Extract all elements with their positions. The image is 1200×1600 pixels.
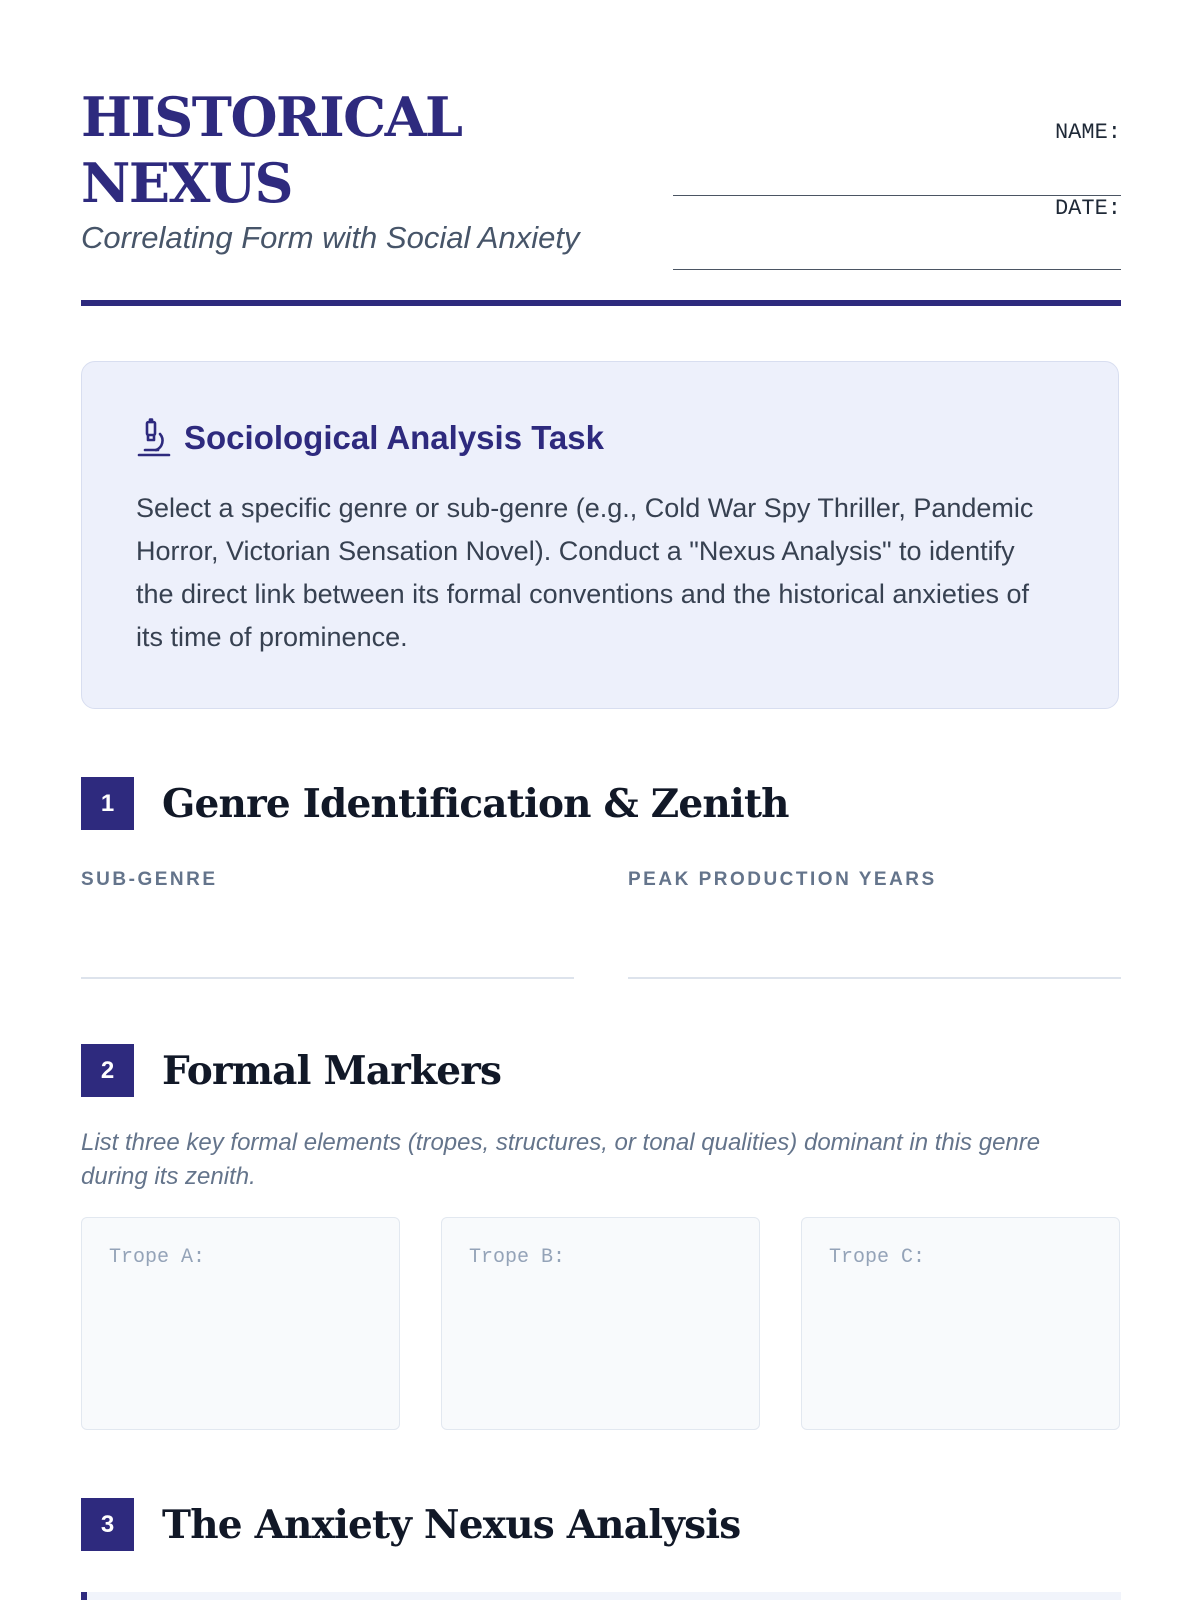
trope-b-box[interactable] — [441, 1217, 760, 1430]
task-title: Sociological Analysis Task — [184, 419, 604, 456]
nexus-accent-bar — [81, 1592, 87, 1600]
trope-c-label: Trope C: — [829, 1246, 926, 1269]
trope-c-box[interactable] — [801, 1217, 1120, 1430]
section-1-heading — [81, 777, 789, 830]
date-field[interactable] — [673, 196, 1121, 270]
task-description: Select a specific genre or sub-genre (e.g., Cold War Spy Thriller, Pandemic Horror, Victorian Sensation Novel). Conduct a "Nexus Analysis" to identify the direct link between its formal conventions and the historical anxieties of its time of prominence. — [136, 493, 1034, 652]
section-3-title: The Anxiety Nexus Analysis — [162, 1501, 741, 1548]
sub-genre-field[interactable] — [81, 869, 574, 979]
task-heading — [136, 418, 604, 458]
section-3-number: 3 — [81, 1498, 134, 1551]
section-2-heading — [81, 1044, 501, 1097]
student-info — [673, 122, 1121, 270]
task-box — [81, 361, 1119, 709]
title-line-1: HISTORICAL — [81, 85, 462, 149]
sub-genre-label: SUB-GENRE — [81, 869, 218, 890]
section-2-instructions: List three key formal elements (tropes, structures, or tonal qualities) dominant in this genre during its zenith. — [81, 1129, 1041, 1190]
peak-years-field[interactable] — [628, 869, 1121, 979]
worksheet-header — [81, 84, 1121, 306]
name-label: NAME: — [1054, 120, 1121, 145]
title-line-2: NEXUS — [81, 151, 293, 215]
worksheet-page — [81, 0, 1121, 1600]
trope-b-label: Trope B: — [469, 1246, 566, 1269]
microscope-icon — [136, 418, 172, 458]
section-1-title: Genre Identification & Zenith — [162, 780, 789, 827]
anxiety-nexus-box — [81, 1592, 1121, 1600]
date-label: DATE: — [1054, 196, 1121, 221]
section-1-number: 1 — [81, 777, 134, 830]
header-divider — [81, 300, 1121, 306]
worksheet-title — [81, 84, 461, 216]
section-3-heading — [81, 1498, 740, 1551]
section-2-number: 2 — [81, 1044, 134, 1097]
name-field[interactable] — [673, 122, 1121, 196]
worksheet-subtitle: Correlating Form with Social Anxiety — [81, 220, 580, 255]
trope-a-box[interactable] — [81, 1217, 400, 1430]
peak-years-label: PEAK PRODUCTION YEARS — [628, 869, 937, 890]
trope-a-label: Trope A: — [109, 1246, 206, 1269]
section-2-title: Formal Markers — [162, 1047, 502, 1094]
